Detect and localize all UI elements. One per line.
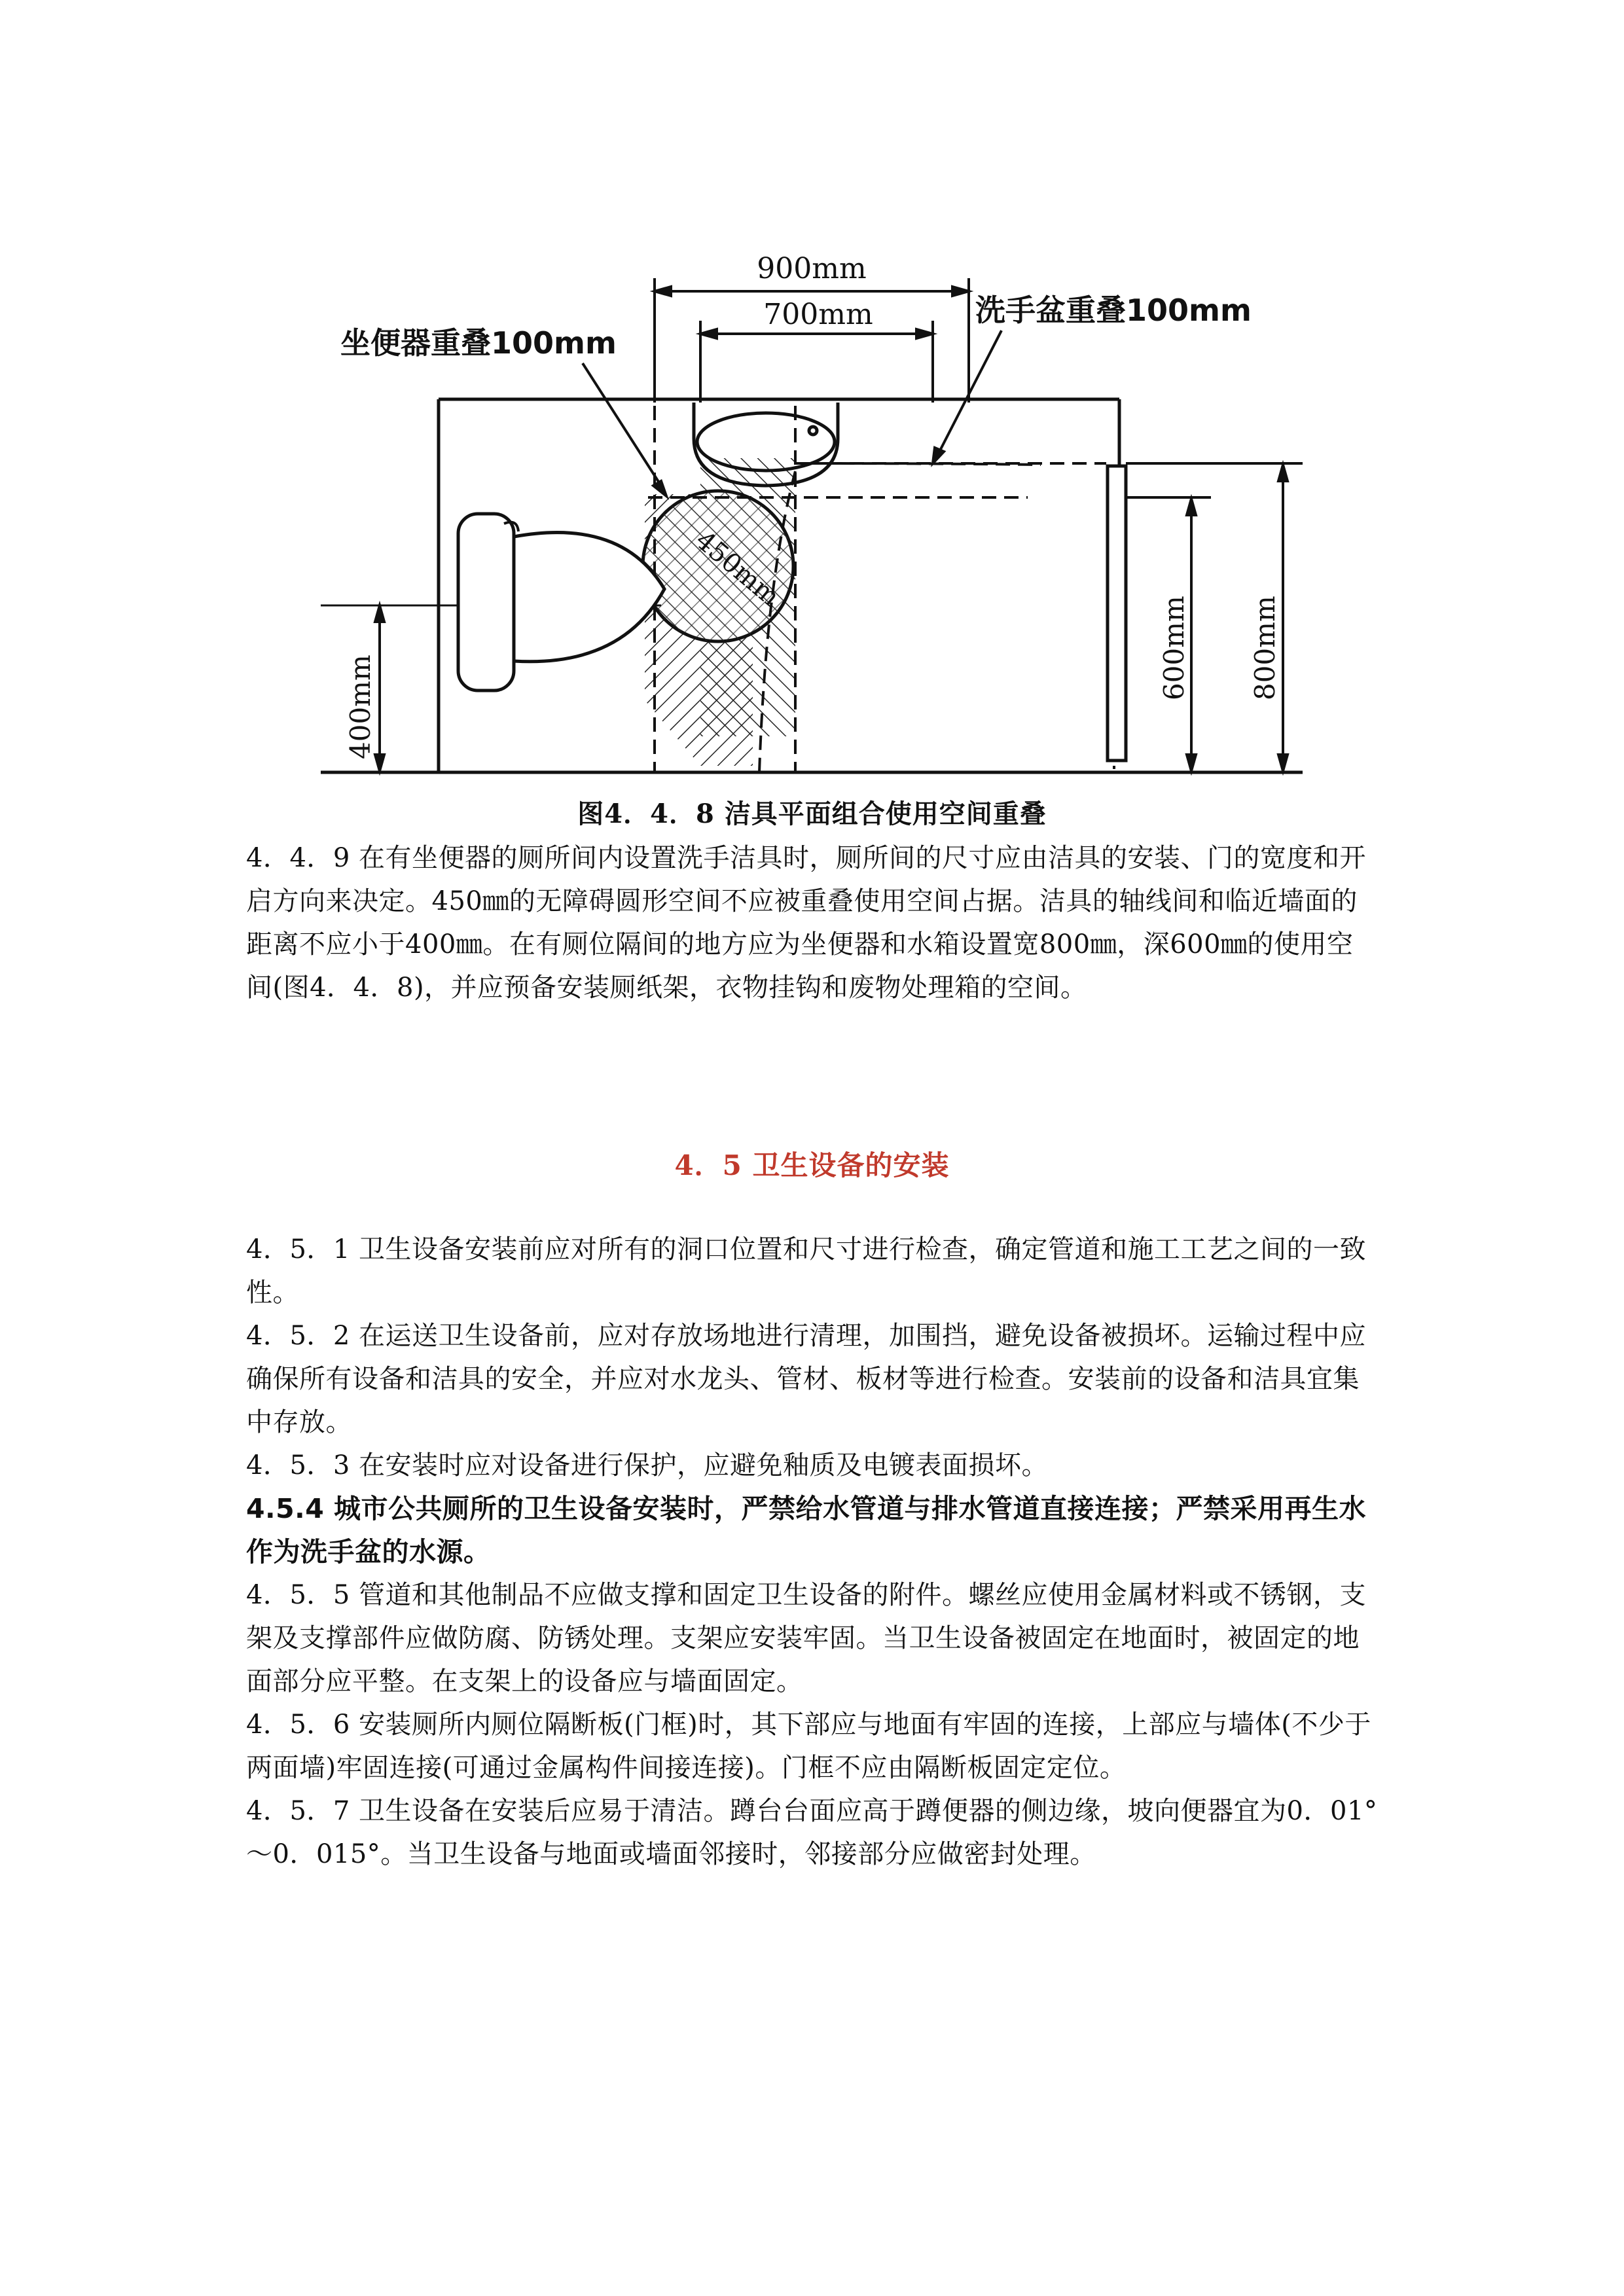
door-panel	[1108, 466, 1126, 761]
label-400: 400mm	[344, 655, 376, 759]
label-toilet-overlap: 坐便器重叠100mm	[340, 325, 617, 361]
paragraph-4-5-4: 4.5.4 城市公共厕所的卫生设备安装时，严禁给水管道与排水管道直接连接；严禁采用再生水作为洗手盆的水源。	[246, 1493, 1367, 1568]
label-800: 800mm	[1249, 596, 1281, 700]
label-700: 700mm	[763, 298, 873, 331]
label-600: 600mm	[1158, 596, 1190, 700]
label-basin-overlap: 洗手盆重叠100mm	[975, 293, 1252, 328]
paragraph-4-5-7: 4．5．7 卫生设备在安装后应易于清洁。蹲台台面应高于蹲便器的侧边缘，坡向便器宜为0．01°～0．015°。当卫生设备与地面或墙面邻接时，邻接部分应做密封处理。	[246, 1796, 1378, 1869]
plan-diagram	[308, 242, 1329, 792]
paragraph-4-5-2: 4．5．2 在运送卫生设备前，应对存放场地进行清理，加围挡，避免设备被损坏。运输过程中应确保所有设备和洁具的安全，并应对水龙头、管材、板材等进行检查。安装前的设备和洁具宜集中存放。	[246, 1321, 1367, 1437]
dimension-400	[375, 605, 384, 771]
figure-caption: 图4．4．8 洁具平面组合使用空间重叠	[577, 798, 1047, 829]
paragraph-4-5-6: 4．5．6 安装厕所内厕位隔断板(门框)时，其下部应与地面有牢固的连接，上部应与墙体(不少于两面墙)牢固连接(可通过金属构件间接连接)。门框不应由隔断板固定定位。	[246, 1710, 1371, 1783]
dimension-700	[700, 321, 933, 403]
toilet	[458, 514, 664, 691]
paragraph-4-5-1: 4．5．1 卫生设备安装前应对所有的洞口位置和尺寸进行检查，确定管道和施工工艺之间的一致性。	[246, 1234, 1367, 1308]
section-heading-4-5: 4．5 卫生设备的安装	[674, 1149, 950, 1181]
paragraph-4-5-3: 4．5．3 在安装时应对设备进行保护，应避免釉质及电镀表面损坏。	[246, 1450, 1049, 1480]
paragraph-4-4-9: 4．4．9 在有坐便器的厕所间内设置洗手洁具时，厕所间的尺寸应由洁具的安装、门的宽度和开启方向来决定。450㎜的无障碍圆形空间不应被重叠使用空间占据。洁具的轴线间和临近墙面的距离不应小于400㎜。在有厕位隔间的地方应为坐便器和水箱设置宽800㎜，深600㎜的使用空间(图4．4．8)，并应预备安装厕纸架，衣物挂钩和废物处理箱的空间。	[246, 843, 1367, 1003]
label-900: 900mm	[757, 252, 867, 285]
basin-overlap-leader	[933, 331, 1001, 463]
paragraph-4-5-5: 4．5．5 管道和其他制品不应做支撑和固定卫生设备的附件。螺丝应使用金属材料或不锈钢，支架及支撑部件应做防腐、防锈处理。支架应安装牢固。当卫生设备被固定在地面时，被固定的地面部分应平整。在支架上的设备应与墙面固定。	[246, 1580, 1367, 1696]
label-450: 450mm	[689, 525, 785, 613]
